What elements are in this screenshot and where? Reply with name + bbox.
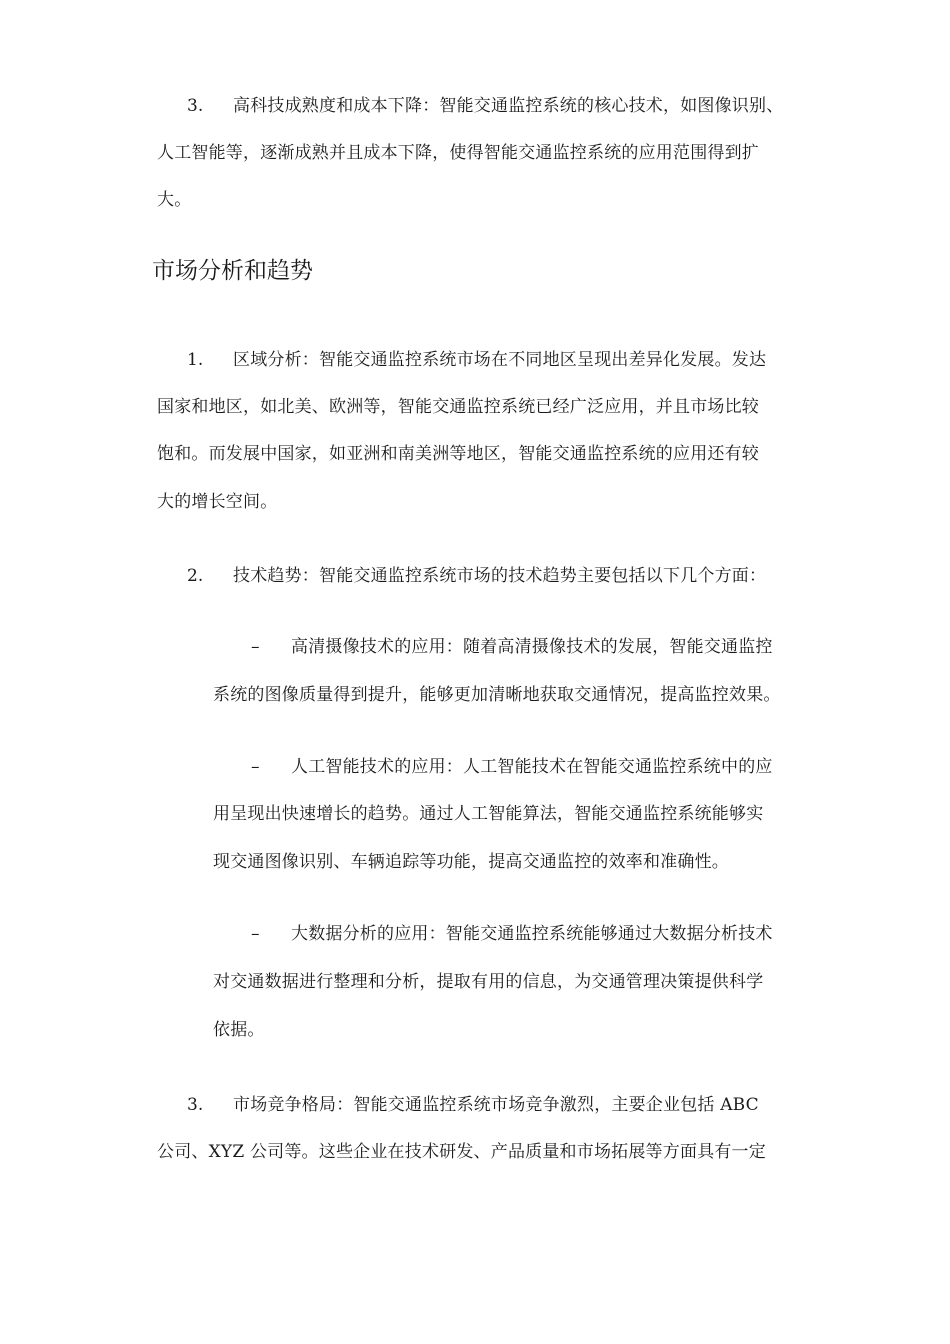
dash-bullet-icon: – (251, 757, 260, 777)
list-number: 1. (187, 350, 204, 370)
paragraph-line: 高科技成熟度和成本下降：智能交通监控系统的核心技术，如图像识别、 (233, 96, 784, 116)
paragraph-line: 国家和地区，如北美、欧洲等，智能交通监控系统已经广泛应用，并且市场比较 (157, 397, 759, 417)
paragraph-line: 区域分析：智能交通监控系统市场在不同地区呈现出差异化发展。发达 (233, 350, 767, 370)
paragraph-line: 饱和。而发展中国家，如亚洲和南美洲等地区，智能交通监控系统的应用还有较 (157, 444, 759, 464)
paragraph-line: 市场竞争格局：智能交通监控系统市场竞争激烈，主要企业包括 ABC (233, 1095, 759, 1115)
list-number: 3. (187, 96, 204, 116)
section-heading: 市场分析和趋势 (152, 258, 313, 284)
list-number: 3. (187, 1095, 204, 1115)
bullet-line: 用呈现出快速增长的趋势。通过人工智能算法，智能交通监控系统能够实 (213, 804, 764, 824)
list-number: 2. (187, 566, 204, 586)
dash-bullet-icon: – (251, 924, 260, 944)
paragraph-line: 技术趋势：智能交通监控系统市场的技术趋势主要包括以下几个方面： (233, 566, 767, 586)
bullet-line: 系统的图像质量得到提升，能够更加清晰地获取交通情况，提高监控效果。 (213, 685, 781, 705)
bullet-line: 依据。 (213, 1020, 265, 1040)
bullet-line: 高清摄像技术的应用：随着高清摄像技术的发展，智能交通监控 (291, 637, 773, 657)
paragraph-line: 大。 (157, 190, 192, 210)
dash-bullet-icon: – (251, 637, 260, 657)
paragraph-line: 人工智能等，逐渐成熟并且成本下降，使得智能交通监控系统的应用范围得到扩 (157, 143, 759, 163)
bullet-line: 对交通数据进行整理和分析，提取有用的信息，为交通管理决策提供科学 (213, 972, 764, 992)
bullet-line: 大数据分析的应用：智能交通监控系统能够通过大数据分析技术 (291, 924, 773, 944)
paragraph-line: 公司、XYZ 公司等。这些企业在技术研发、产品质量和市场拓展等方面具有一定 (157, 1142, 766, 1162)
bullet-line: 现交通图像识别、车辆追踪等功能，提高交通监控的效率和准确性。 (213, 852, 729, 872)
paragraph-line: 大的增长空间。 (157, 492, 278, 512)
bullet-line: 人工智能技术的应用：人工智能技术在智能交通监控系统中的应 (291, 757, 773, 777)
